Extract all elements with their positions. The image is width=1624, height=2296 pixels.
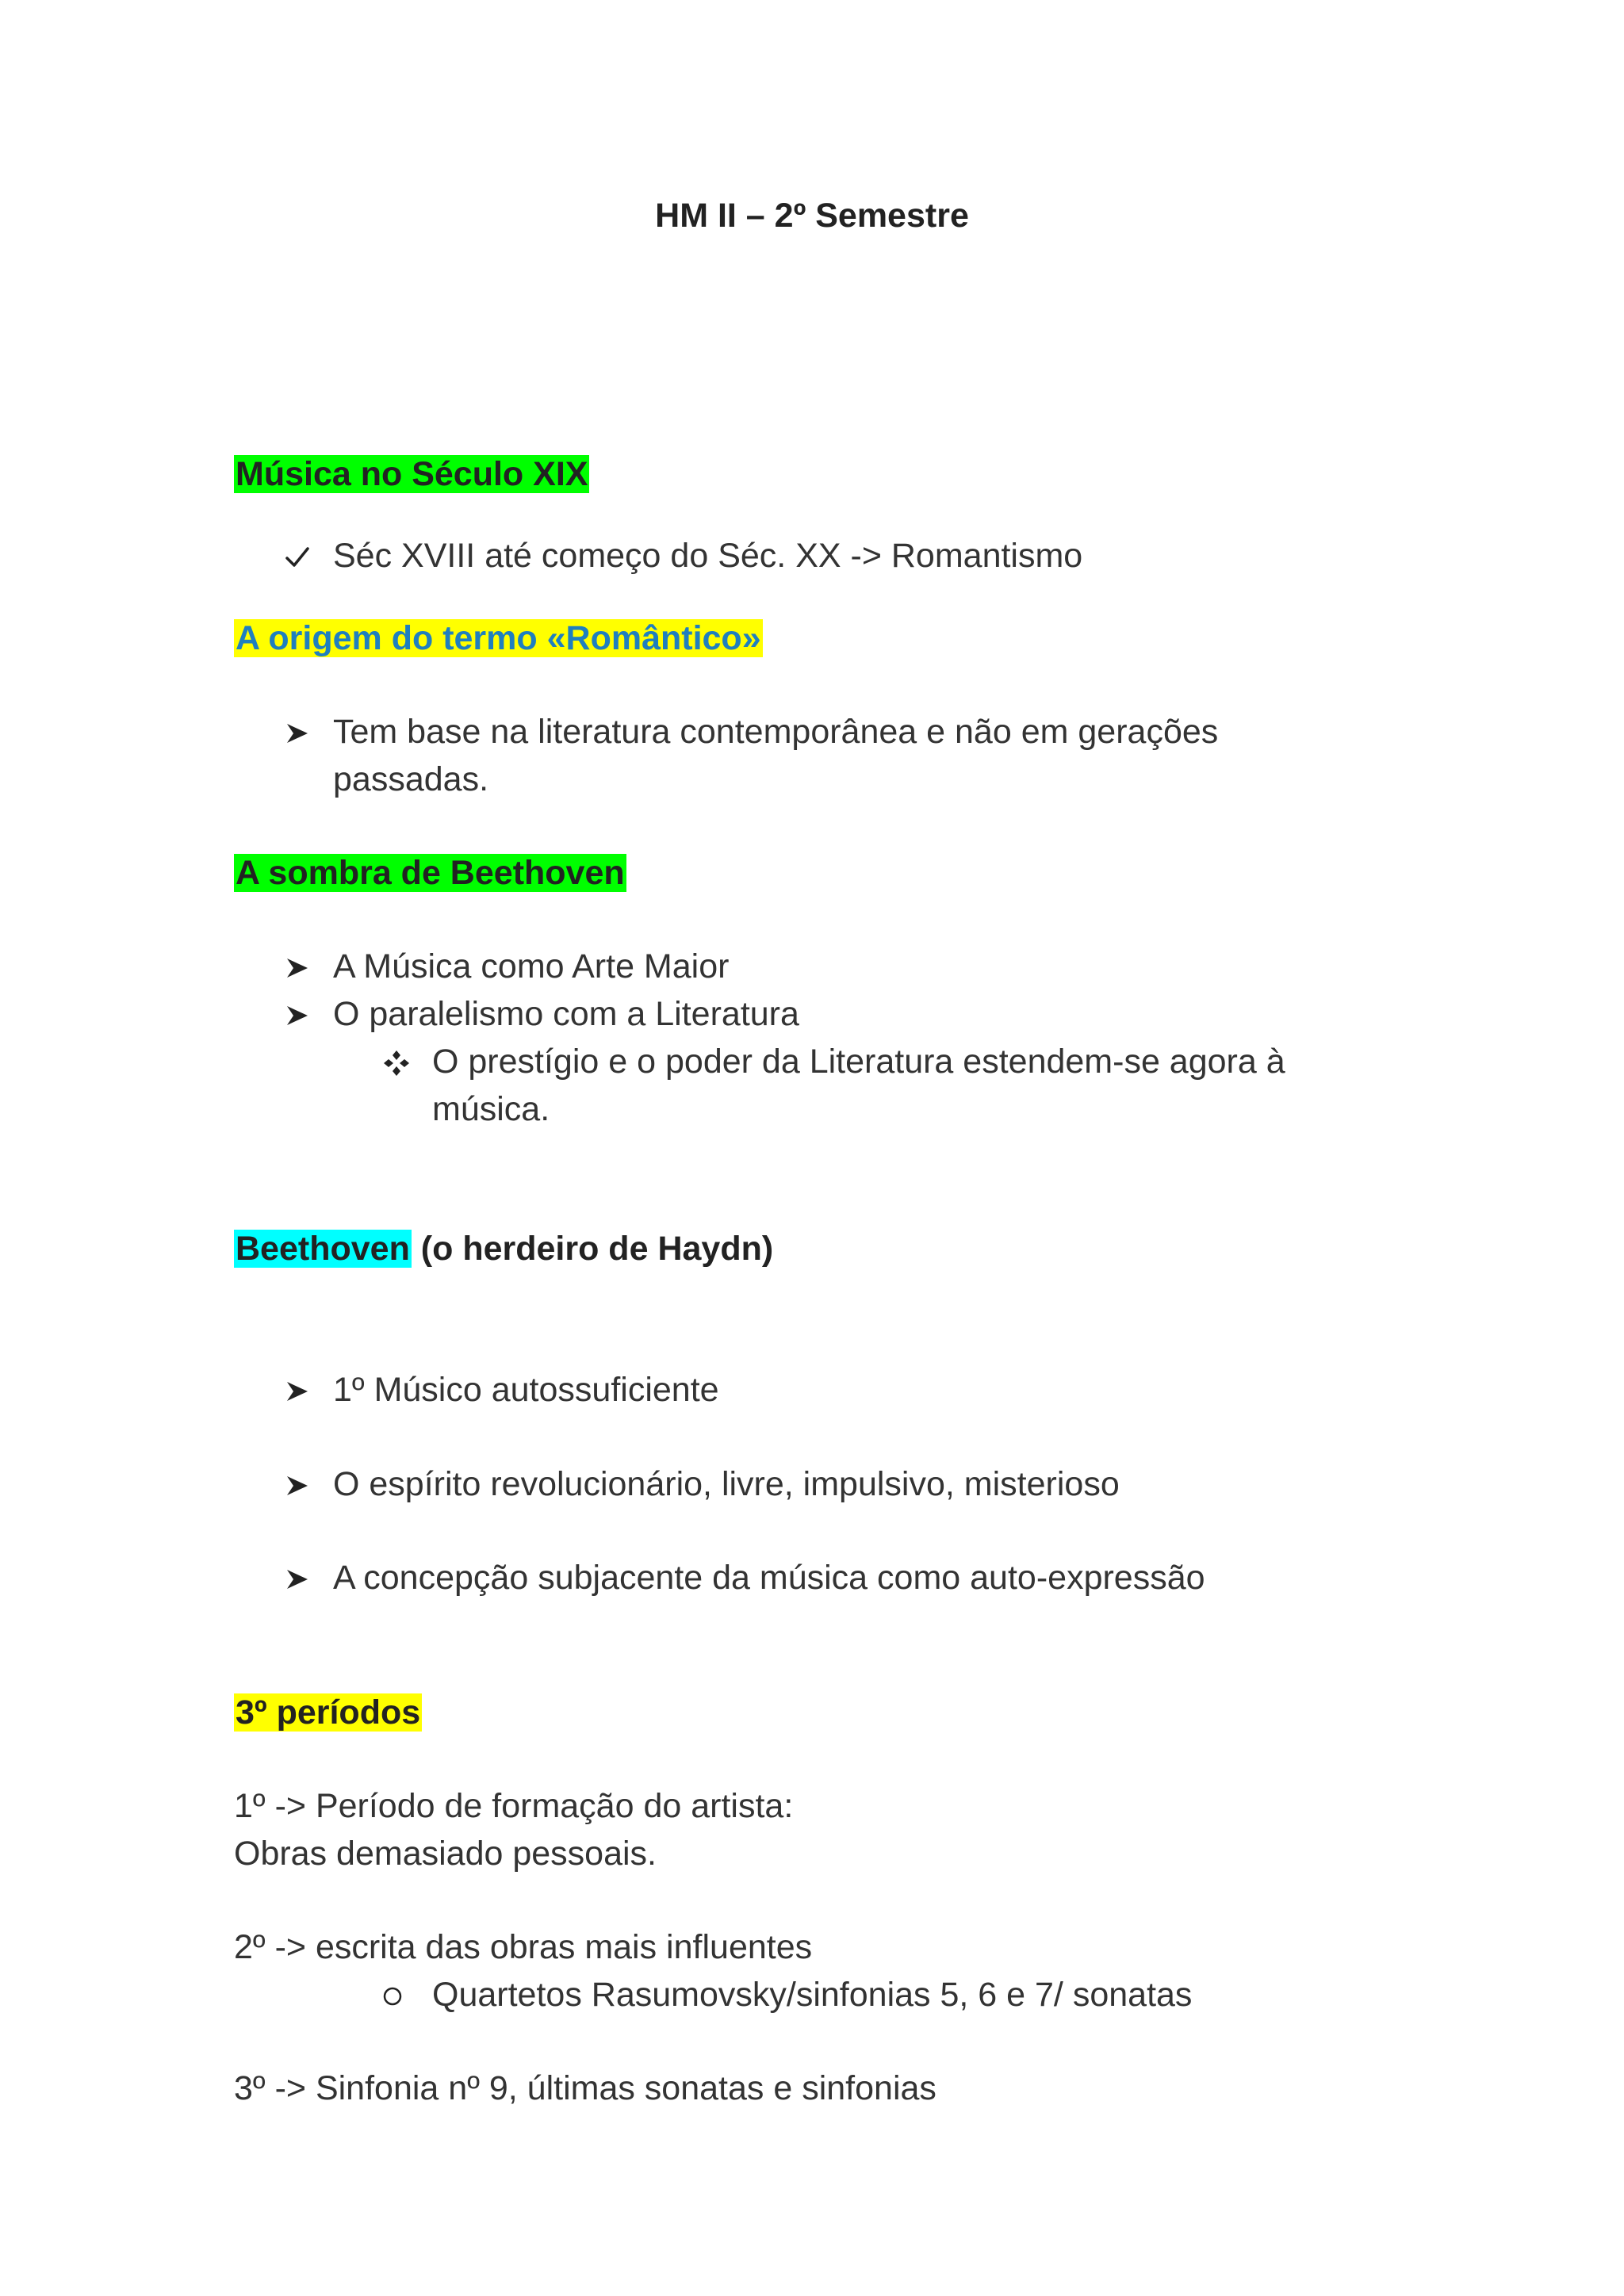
circle-bullet-icon xyxy=(373,1971,412,2019)
section-heading-sombra-beethoven xyxy=(234,849,626,897)
heading-highlight: Beethoven xyxy=(236,1230,410,1268)
arrow-bullet-icon xyxy=(278,1366,317,1414)
period-line: Obras demasiado pessoais. xyxy=(234,1835,657,1873)
heading-rest: (o herdeiro de Haydn) xyxy=(411,1230,774,1268)
heading-highlight: Música no Século XIX xyxy=(236,455,588,493)
arrow-bullet-icon xyxy=(278,1554,317,1601)
period-line: 3º -> Sinfonia nº 9, últimas sonatas e sinfonias xyxy=(234,2069,936,2107)
sub-list-item: O prestígio e o poder da Literatura estendem-se agora à xyxy=(432,1043,1285,1081)
section-heading-periodos xyxy=(234,1689,422,1736)
list-item: 1º Músico autossuficiente xyxy=(333,1371,719,1409)
sub-list-item-continuation: música. xyxy=(432,1090,550,1128)
check-bullet-icon xyxy=(278,532,317,580)
arrow-bullet-icon xyxy=(278,1460,317,1508)
diamond-bullet-icon xyxy=(377,1038,416,1085)
list-item: O espírito revolucionário, livre, impulsivo, misterioso xyxy=(333,1465,1120,1503)
list-item-continuation: passadas. xyxy=(333,760,489,798)
section-heading-musica-seculo-xix xyxy=(234,450,589,498)
section-heading-beethoven-herdeiro xyxy=(234,1225,773,1272)
heading-highlight: A origem do termo «Romântico» xyxy=(236,619,761,657)
period-line: 1º -> Período de formação do artista: xyxy=(234,1787,794,1825)
heading-highlight: A sombra de Beethoven xyxy=(236,854,625,892)
arrow-bullet-icon xyxy=(278,943,317,990)
arrow-bullet-icon xyxy=(278,990,317,1038)
list-item: A Música como Arte Maior xyxy=(333,947,730,985)
arrow-bullet-icon xyxy=(278,708,317,756)
sub-list-item: Quartetos Rasumovsky/sinfonias 5, 6 e 7/ sonatas xyxy=(432,1976,1193,2014)
page-title: HM II – 2º Semestre xyxy=(655,197,969,235)
section-heading-origem-termo xyxy=(234,614,763,662)
period-line: 2º -> escrita das obras mais influentes xyxy=(234,1928,813,1966)
list-item: A concepção subjacente da música como auto-expressão xyxy=(333,1559,1205,1597)
list-item: Séc XVIII até começo do Séc. XX -> Romantismo xyxy=(333,537,1083,575)
heading-highlight: 3º períodos xyxy=(236,1693,421,1732)
list-item: Tem base na literatura contemporânea e não em gerações xyxy=(333,713,1219,751)
list-item: O paralelismo com a Literatura xyxy=(333,995,799,1033)
